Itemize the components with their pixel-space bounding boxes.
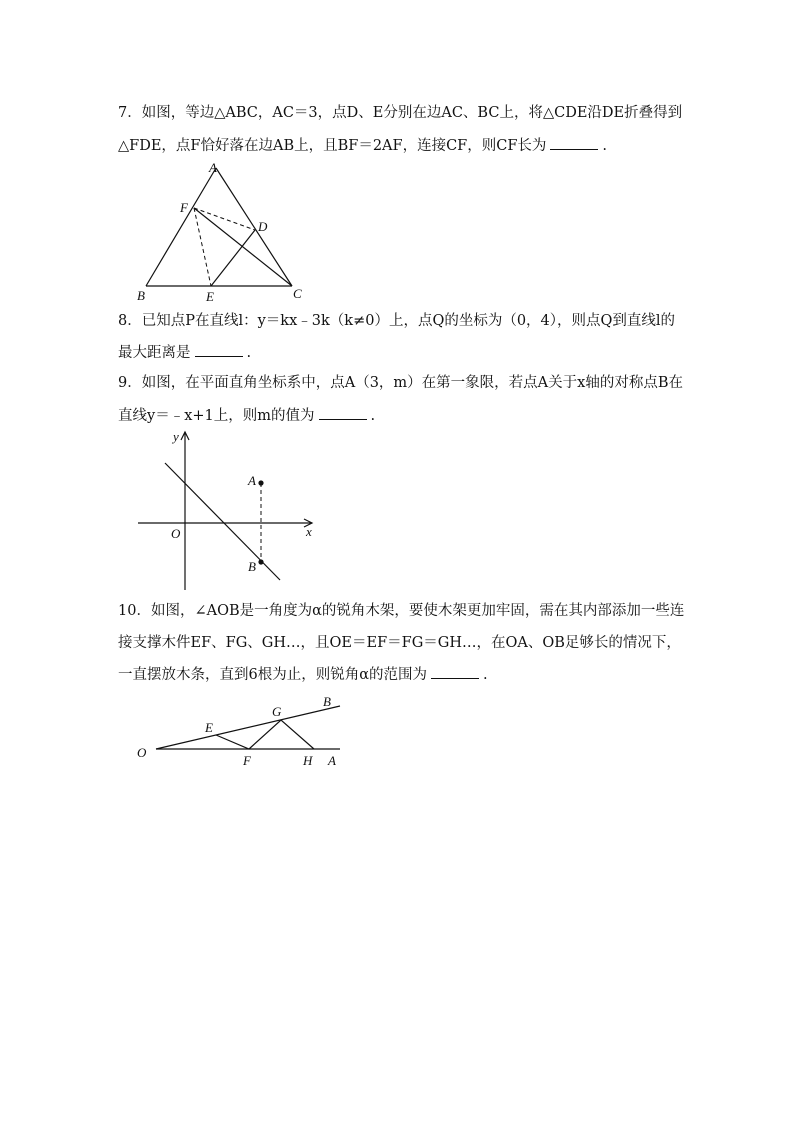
q8-text: 最大距离是 [118, 345, 191, 361]
label-a: A [328, 753, 336, 768]
label-a: A [248, 473, 256, 488]
label-g: G [272, 704, 282, 719]
q7-text: △FDE，点F恰好落在边AB上，且BF＝2AF，连接CF，则CF长为 [118, 138, 547, 154]
q8-answer-blank [195, 342, 243, 357]
segment-fc [194, 208, 292, 286]
q10-period: . [483, 667, 488, 683]
label-e: E [206, 289, 214, 304]
fold-fd [194, 208, 255, 230]
q10-answer-blank [431, 664, 479, 679]
side-ac [216, 168, 292, 286]
label-b: B [137, 288, 145, 303]
q8-line2 [118, 342, 251, 363]
label-x: x [306, 524, 312, 539]
q10-line2: 接支撑木件EF、FG、GH…，且OE＝EF＝FG＝GH…，在OA、OB足够长的情况下， [118, 635, 681, 651]
q7-answer-blank [550, 135, 598, 150]
label-h: H [303, 753, 313, 768]
q10-angle-figure [130, 688, 350, 770]
label-o: O [137, 745, 147, 760]
q10-text: 一直摆放木条，直到6根为止，则锐角α的范围为 [118, 667, 428, 683]
label-b: B [248, 559, 256, 574]
q9-coordinate-figure [130, 425, 330, 595]
q9-line1: 9．如图，在平面直角坐标系中，点A（3，m）在第一象限，若点A关于x轴的对称点B在 [118, 375, 683, 391]
point-a [258, 480, 263, 485]
label-d: D [258, 219, 268, 234]
q10-line3 [118, 664, 488, 685]
q9-answer-blank [319, 405, 367, 420]
q9-line2 [118, 405, 375, 426]
ray-ob [156, 706, 340, 749]
supports-ef-fg-gh [216, 720, 314, 749]
q10-line1: 10．如图，∠AOB是一角度为α的锐角木架，要使木架更加牢固，需在其内部添加一些连 [118, 603, 685, 619]
q9-period: . [370, 408, 376, 424]
q9-text: 直线y＝﹣x+1上，则m的值为 [118, 408, 315, 424]
q7-line2 [118, 135, 607, 156]
label-c: C [293, 286, 302, 301]
q8-period: . [246, 345, 252, 361]
label-a: A [209, 160, 217, 175]
label-f: F [243, 753, 251, 768]
label-e: E [205, 720, 213, 735]
q7-line1: 7．如图，等边△ABC，AC＝3，点D、E分别在边AC、BC上，将△CDE沿DE折叠得到 [118, 105, 683, 121]
side-ab [146, 168, 216, 286]
label-f: F [180, 200, 188, 215]
label-o: O [171, 526, 181, 541]
q8-line1: 8．已知点P在直线l：y＝kx﹣3k（k≠0）上，点Q的坐标为（0，4），则点Q到直线l的 [118, 313, 676, 329]
label-b: B [323, 694, 331, 709]
point-b [258, 559, 263, 564]
q7-triangle-figure [130, 155, 320, 305]
q7-period: . [602, 138, 608, 154]
label-y: y [173, 429, 179, 444]
